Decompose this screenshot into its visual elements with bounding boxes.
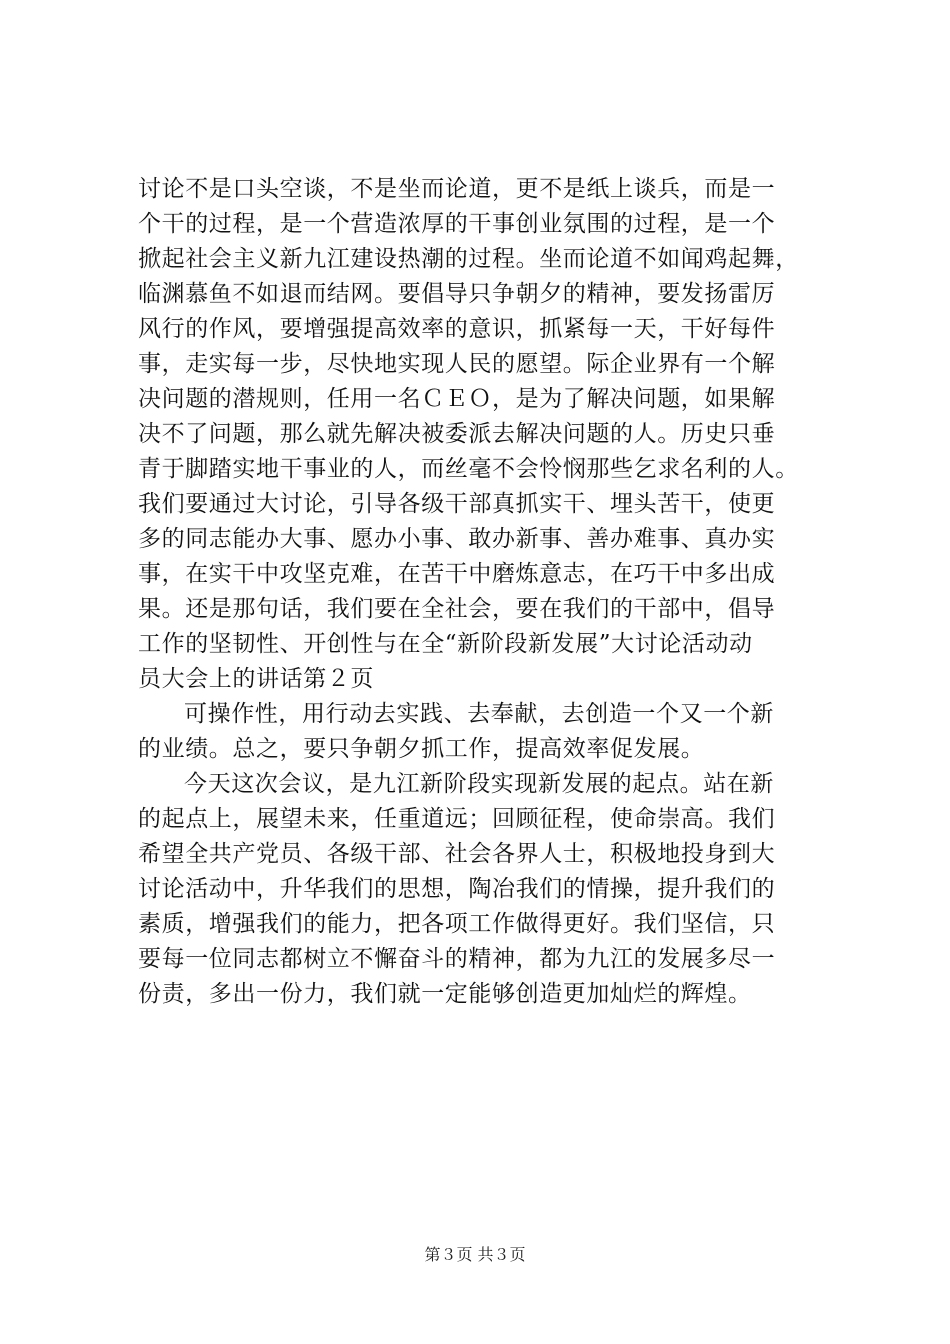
page-number-footer: 第３页 共３页 [424,1245,526,1264]
text-line: 风行的作风，要增强提高效率的意识，抓紧每一天，干好每件 [138,316,776,342]
text-line: 希望全共产党员、各级干部、社会各界人士，积极地投身到大 [138,841,776,867]
text-line: 多的同志能办大事、愿办小事、敢办新事、善办难事、真办实 [138,526,776,552]
text-line: 事，走实每一步，尽快地实现人民的愿望。际企业界有一个解 [138,351,776,377]
text-line: 可操作性，用行动去实践、去奉献，去创造一个又一个新 [184,701,774,727]
text-line: 要每一位同志都树立不懈奋斗的精神，都为九江的发展多尽一 [138,946,776,972]
text-line: 个干的过程，是一个营造浓厚的干事创业氛围的过程，是一个 [138,211,776,237]
text-line: 工作的坚韧性、开创性与在全“新阶段新发展”大讨论活动动 [138,631,753,657]
text-line: 掀起社会主义新九江建设热潮的过程。坐而论道不如闻鸡起舞， [138,246,799,272]
text-line: 讨论不是口头空谈，不是坐而论道，更不是纸上谈兵，而是一 [138,176,776,202]
text-line: 份责，多出一份力，我们就一定能够创造更加灿烂的辉煌。 [138,981,752,1007]
text-line: 我们要通过大讨论，引导各级干部真抓实干、埋头苦干，使更 [138,491,776,517]
text-line: 今天这次会议，是九江新阶段实现新发展的起点。站在新 [184,771,774,797]
text-line: 决问题的潜规则，任用一名ＣＥＯ，是为了解决问题，如果解 [138,386,776,412]
document-body [138,172,838,1012]
text-line: 果。还是那句话，我们要在全社会，要在我们的干部中，倡导 [138,596,776,622]
text-line: 素质，增强我们的能力，把各项工作做得更好。我们坚信，只 [138,911,776,937]
text-line: 的起点上，展望未来，任重道远；回顾征程，使命崇高。我们 [138,806,776,832]
text-line: 的业绩。总之，要只争朝夕抓工作，提高效率促发展。 [138,736,705,762]
text-line: 临渊慕鱼不如退而结网。要倡导只争朝夕的精神，要发扬雷厉 [138,281,776,307]
text-line: 讨论活动中，升华我们的思想，陶冶我们的情操，提升我们的 [138,876,776,902]
text-line: 青于脚踏实地干事业的人，而丝毫不会怜悯那些乞求名利的人。 [138,456,799,482]
text-line: 事，在实干中攻坚克难，在苦干中磨炼意志，在巧干中多出成 [138,561,776,587]
text-line: 决不了问题，那么就先解决被委派去解决问题的人。历史只垂 [138,421,776,447]
text-line: 员大会上的讲话第２页 [138,666,374,692]
